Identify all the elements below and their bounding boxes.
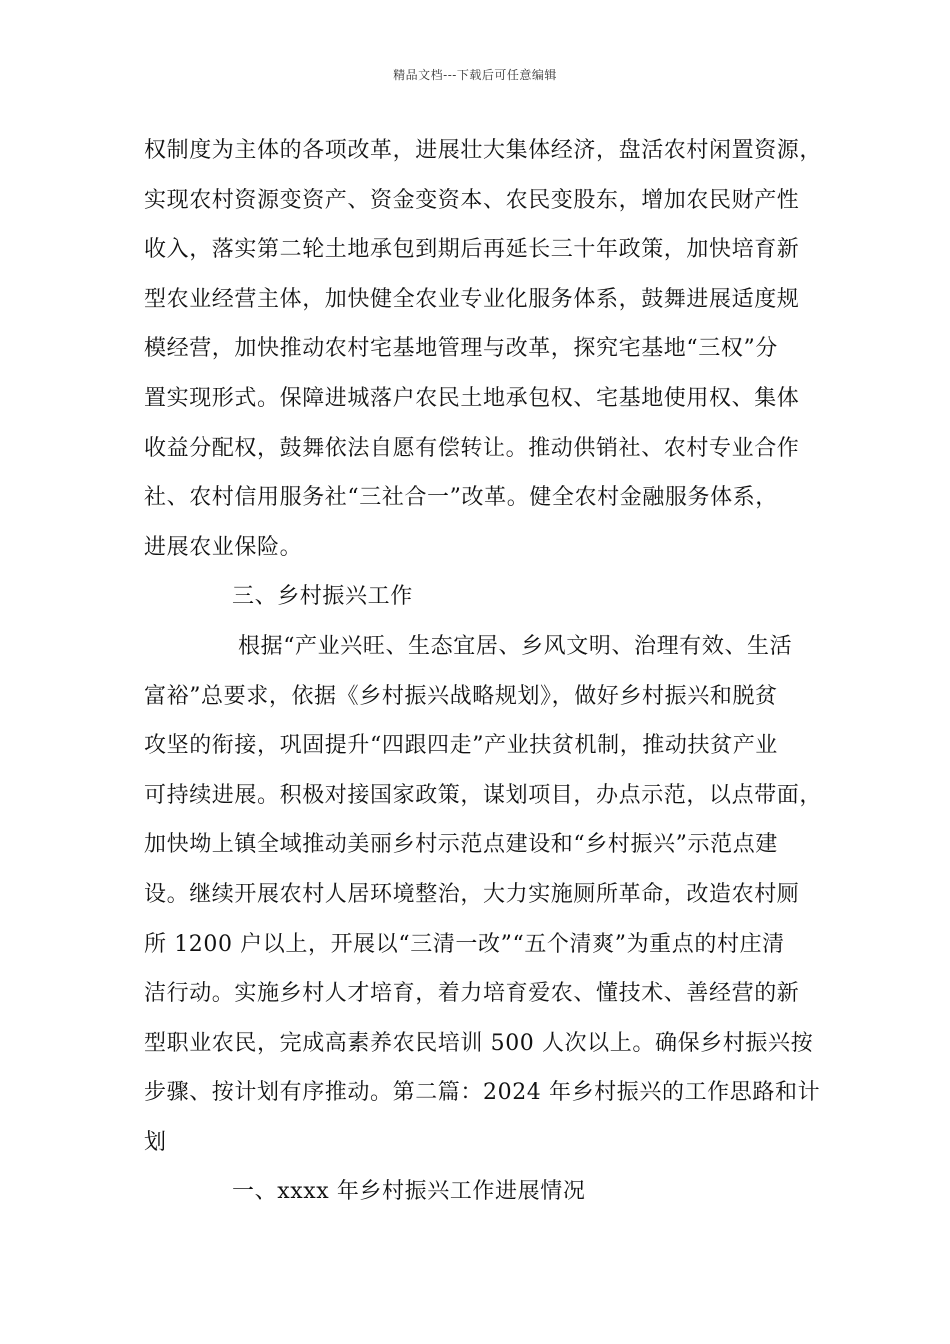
text-line: 步骤、按计划有序推动。第二篇：2024 年乡村振兴的工作思路和计 xyxy=(144,1080,821,1106)
text-line: 进展农业保险。 xyxy=(144,534,303,560)
text-line: 洁行动。实施乡村人才培育，着力培育爱农、懂技术、善经营的新 xyxy=(144,981,800,1007)
page-header: 精品文档---下载后可任意编辑 xyxy=(393,68,557,82)
text-line: 实现农村资源变资产、资金变资本、农民变股东，增加农民财产性 xyxy=(144,187,800,213)
text-line: 攻坚的衔接，巩固提升“四跟四走”产业扶贫机制，推动扶贫产业 xyxy=(144,733,778,759)
text-line: 置实现形式。保障进城落户农民土地承包权、宅基地使用权、集体 xyxy=(144,385,800,411)
section-heading: 一、xxxx 年乡村振兴工作进展情况 xyxy=(232,1179,586,1205)
text-line: 社、农村信用服务社“三社合一”改革。健全农村金融服务体系， xyxy=(144,485,778,511)
text-line: 型农业经营主体，加快健全农业专业化服务体系，鼓舞进展适度规 xyxy=(144,286,800,312)
text-line: 收入，落实第二轮土地承包到期后再延长三十年政策，加快培育新 xyxy=(144,237,800,263)
text-line: 可持续进展。积极对接国家政策，谋划项目，办点示范，以点带面， xyxy=(144,782,823,808)
text-line: 权制度为主体的各项改革，进展壮大集体经济，盘活农村闲置资源， xyxy=(144,138,823,163)
text-line: 型职业农民，完成高素养农民培训 500 人次以上。确保乡村振兴按 xyxy=(144,1030,814,1056)
text-line: 设。继续开展农村人居环境整治，大力实施厕所革命，改造农村厕 xyxy=(144,881,800,907)
text-line: 所 1200 户以上，开展以“三清一改”“五个清爽”为重点的村庄清 xyxy=(144,931,785,957)
text-line: 收益分配权，鼓舞依法自愿有偿转让。推动供销社、农村专业合作 xyxy=(144,435,800,461)
section-heading: 三、乡村振兴工作 xyxy=(232,584,413,610)
text-line: 模经营，加快推动农村宅基地管理与改革，探究宅基地“三权”分 xyxy=(144,336,778,362)
text-line: 划 xyxy=(144,1129,167,1155)
text-line: 根据“产业兴旺、生态宜居、乡风文明、治理有效、生活 xyxy=(238,633,793,659)
document-body xyxy=(144,126,823,1217)
text-line: 加快坳上镇全域推动美丽乡村示范点建设和“乡村振兴”示范点建 xyxy=(144,832,778,858)
text-line: 富裕”总要求，依据《乡村振兴战略规划》，做好乡村振兴和脱贫 xyxy=(144,683,778,709)
